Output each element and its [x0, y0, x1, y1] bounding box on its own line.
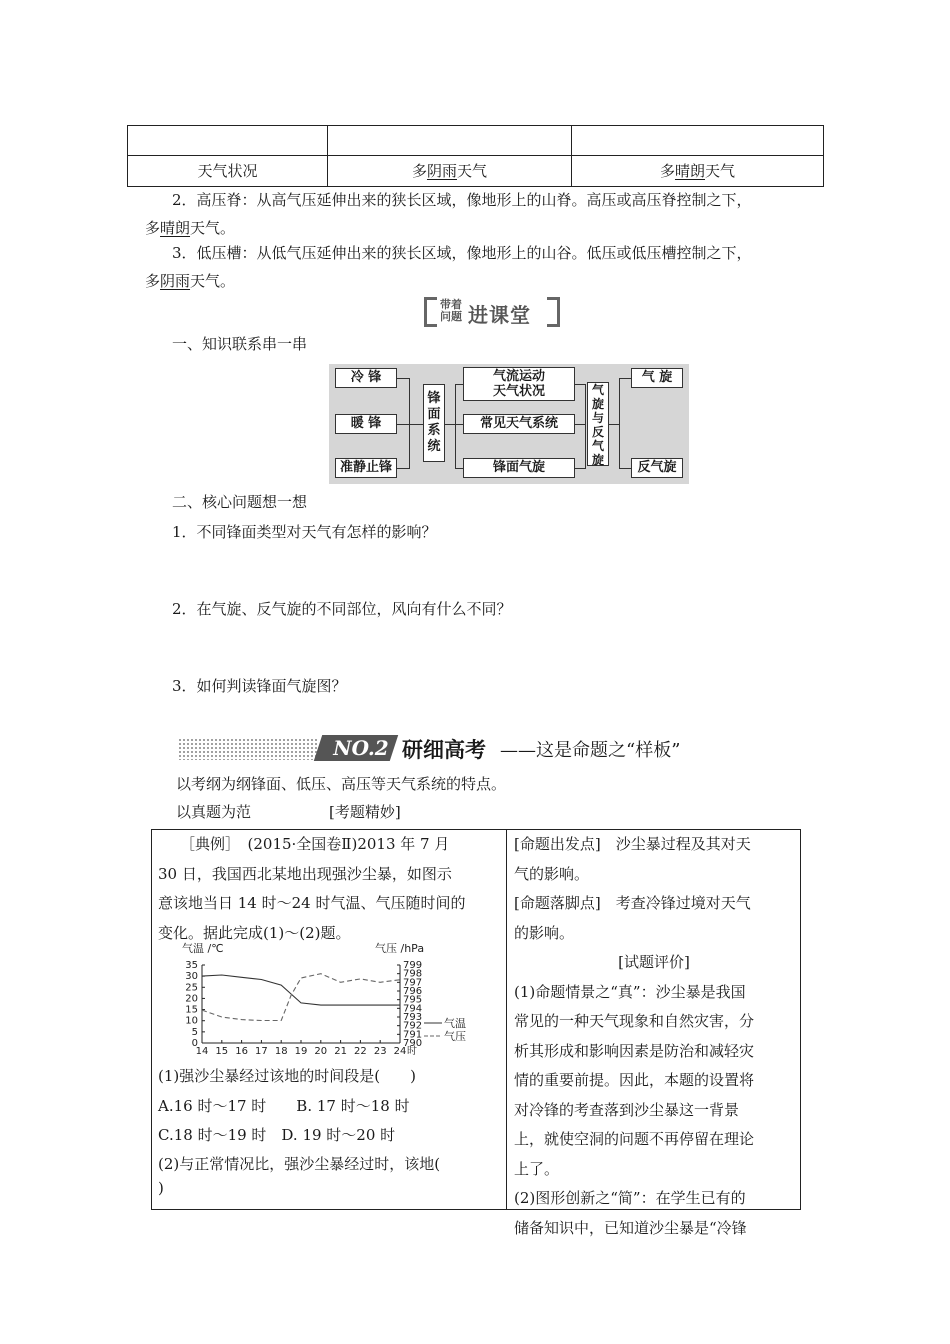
evaluation-line: 储备知识中，已知道沙尘暴是“冷锋 [514, 1218, 747, 1237]
evaluation-line: 上，就使空洞的问题不再停留在理论 [514, 1130, 755, 1148]
y-left-tick-label: 25 [185, 982, 198, 994]
y-axis-left-label: 气温 /℃ [182, 942, 224, 955]
paragraph-trough-line2: 多阴雨天气。 [145, 272, 236, 290]
concept-box-cyclone-anticyclone: 气旋与反气旋 [587, 382, 609, 466]
x-tick-label: 21 [334, 1046, 347, 1055]
connector [609, 424, 619, 425]
question-option-line: C.18 时～19 时 D. 19 时～20 时 [158, 1126, 396, 1144]
analysis-line: 气的影响。 [514, 864, 590, 883]
banner-title: 进课堂 [468, 303, 531, 327]
connector [397, 378, 409, 379]
chart-series [202, 974, 400, 1021]
question-line: (2)与正常情况比，强沙尘暴经过时，该地( [158, 1154, 441, 1173]
concept-box-anticyclone: 反气旋 [631, 458, 683, 478]
analysis-line: [命题落脚点] 考查冷锋过境对天气 [514, 894, 751, 912]
connector [409, 424, 423, 425]
question-2: 2．在气旋、反气旋的不同部位，风向有什么不同？ [172, 600, 512, 618]
y-left-tick-label: 5 [191, 1026, 198, 1038]
intro-line-2: 以真题为范 [考题精妙] [176, 803, 401, 821]
table-cell-high: 多晴朗天气 [659, 162, 736, 180]
pressure-line [202, 974, 400, 1021]
y-left-tick-label: 30 [185, 971, 198, 983]
y-right-tick-label: 796 [403, 986, 423, 997]
x-tick-label: 16 [235, 1046, 248, 1055]
concept-box-front-system: 锋面系统 [423, 384, 445, 462]
y-right-tick-label: 795 [403, 994, 423, 1006]
y-axis-right-label: 气压 /hPa [375, 942, 425, 955]
x-tick-label: 14 [195, 1046, 209, 1055]
evaluation-line: 对冷锋的考查落到沙尘暴这一背景 [514, 1100, 740, 1119]
evaluation-line: 上了。 [514, 1159, 560, 1178]
connector [585, 384, 586, 469]
analysis-line: 的影响。 [514, 923, 575, 942]
evaluation-line: (1)命题情景之“真”：沙尘暴是我国 [514, 982, 746, 1001]
x-tick-label: 18 [274, 1046, 288, 1055]
x-tick-label: 22 [354, 1046, 367, 1055]
y-left-tick-label: 10 [185, 1015, 198, 1027]
analysis-line: [命题出发点] 沙尘暴过程及其对天 [514, 835, 751, 853]
x-tick-label: 15 [215, 1046, 229, 1055]
temperature-line [202, 975, 400, 1005]
example-line: ［典例］ (2015·全国卷Ⅱ)2013 年 7 月 [180, 835, 450, 853]
evaluation-title: [试题评价] [618, 953, 690, 971]
x-tick-label: 17 [255, 1046, 268, 1055]
analysis-column [514, 830, 794, 1243]
connector [575, 468, 585, 469]
paragraph-ridge-line2: 多晴朗天气。 [145, 219, 236, 237]
question-line: ) [158, 1178, 164, 1197]
y-right-tick-label: 792 [403, 1020, 423, 1032]
y-right-tick-label: 798 [403, 968, 423, 980]
question-3: 3．如何判读锋面气旋图？ [172, 677, 347, 695]
paragraph-trough-line1: 3．低压槽：从低气压延伸出来的狭长区域，像地形上的山谷。低压或低压槽控制之下， [172, 244, 752, 262]
concept-box-common-systems: 常见天气系统 [463, 414, 575, 434]
y-right-tick-label: 794 [403, 1003, 423, 1015]
connector [455, 468, 463, 469]
header-hatch-decoration [178, 738, 318, 760]
table-cell-weather-label: 天气状况 [197, 162, 258, 180]
temp-pressure-chart [170, 940, 480, 1055]
section-heading-knowledge: 一、知识联系串一串 [172, 335, 308, 353]
section-subtitle: ——这是命题之“样板” [500, 740, 681, 761]
example-line: 30 日，我国西北某地出现强沙尘暴，如图示 [158, 864, 452, 883]
no2-badge: NO.2 [333, 736, 389, 760]
y-right-tick-label: 797 [403, 977, 423, 989]
evaluation-line: 析其形成和影响因素是防治和减轻灾 [514, 1041, 755, 1060]
y-left-tick-label: 0 [191, 1038, 198, 1049]
x-axis-label: 时 [407, 1046, 417, 1055]
chart-axes [185, 960, 422, 1055]
legend-label: 气压 [444, 1030, 466, 1043]
y-right-tick-label: 790 [403, 1038, 423, 1049]
connector [455, 424, 463, 425]
y-right-tick-label: 791 [403, 1029, 423, 1041]
y-left-tick-label: 20 [185, 993, 198, 1005]
connector [445, 424, 455, 425]
banner-small-text: 带着 问题 [440, 298, 462, 323]
legend-label: 气温 [444, 1017, 466, 1030]
x-tick-label: 23 [373, 1046, 387, 1055]
example-line: 意该地当日 14 时～24 时气温、气压随时间的 [158, 894, 466, 912]
concept-box-cyclone: 气 旋 [631, 368, 683, 388]
x-tick-label: 19 [294, 1046, 308, 1055]
section-banner [424, 297, 560, 327]
concept-map [329, 364, 689, 484]
connector [575, 384, 585, 385]
evaluation-line: 常见的一种天气现象和自然灾害，分 [514, 1012, 755, 1030]
concept-box-cold-front: 冷 锋 [335, 368, 397, 388]
chart-legend [424, 1016, 466, 1043]
connector [619, 468, 631, 469]
y-right-tick-label: 793 [403, 1012, 423, 1023]
table-cell-low: 多阴雨天气 [411, 162, 488, 180]
question-1: 1．不同锋面类型对天气有怎样的影响？ [172, 523, 437, 541]
y-right-tick-label: 799 [403, 960, 423, 971]
question-line: (1)强沙尘暴经过该地的时间段是( ) [158, 1067, 416, 1085]
paragraph-ridge-line1: 2．高压脊：从高气压延伸出来的狭长区域，像地形上的山脊。高压或高压脊控制之下， [172, 191, 752, 209]
evaluation-line: 情的重要前提。因此，本题的设置将 [514, 1071, 755, 1089]
question-option-line: A.16 时～17 时 B. 17 时～18 时 [158, 1096, 410, 1115]
connector [455, 384, 463, 385]
connector [397, 424, 409, 425]
evaluation-line: (2)图形创新之“简”：在学生已有的 [514, 1189, 746, 1207]
weather-table [127, 125, 824, 187]
x-tick-label: 20 [314, 1046, 328, 1055]
example-line: 变化。据此完成(1)～(2)题。 [158, 923, 351, 942]
connector [619, 378, 620, 469]
y-left-tick-label: 15 [185, 1004, 198, 1016]
connector [397, 468, 409, 469]
connector [575, 424, 585, 425]
intro-line-1: 以考纲为纲锋面、低压、高压等天气系统的特点。 [176, 775, 507, 793]
connector [455, 384, 456, 469]
concept-box-airflow-weather: 气流运动 天气状况 [463, 367, 575, 401]
section-heading-core: 二、核心问题想一想 [172, 493, 308, 511]
connector [619, 378, 631, 379]
x-tick-label: 24 [393, 1046, 407, 1055]
section-title: 研细高考 [402, 738, 486, 762]
concept-box-warm-front: 暖 锋 [335, 414, 397, 434]
table-col-divider [506, 830, 507, 1209]
y-left-tick-label: 35 [185, 960, 198, 971]
concept-box-stationary-front: 准静止锋 [335, 458, 397, 478]
concept-box-frontal-cyclone: 锋面气旋 [463, 458, 575, 478]
